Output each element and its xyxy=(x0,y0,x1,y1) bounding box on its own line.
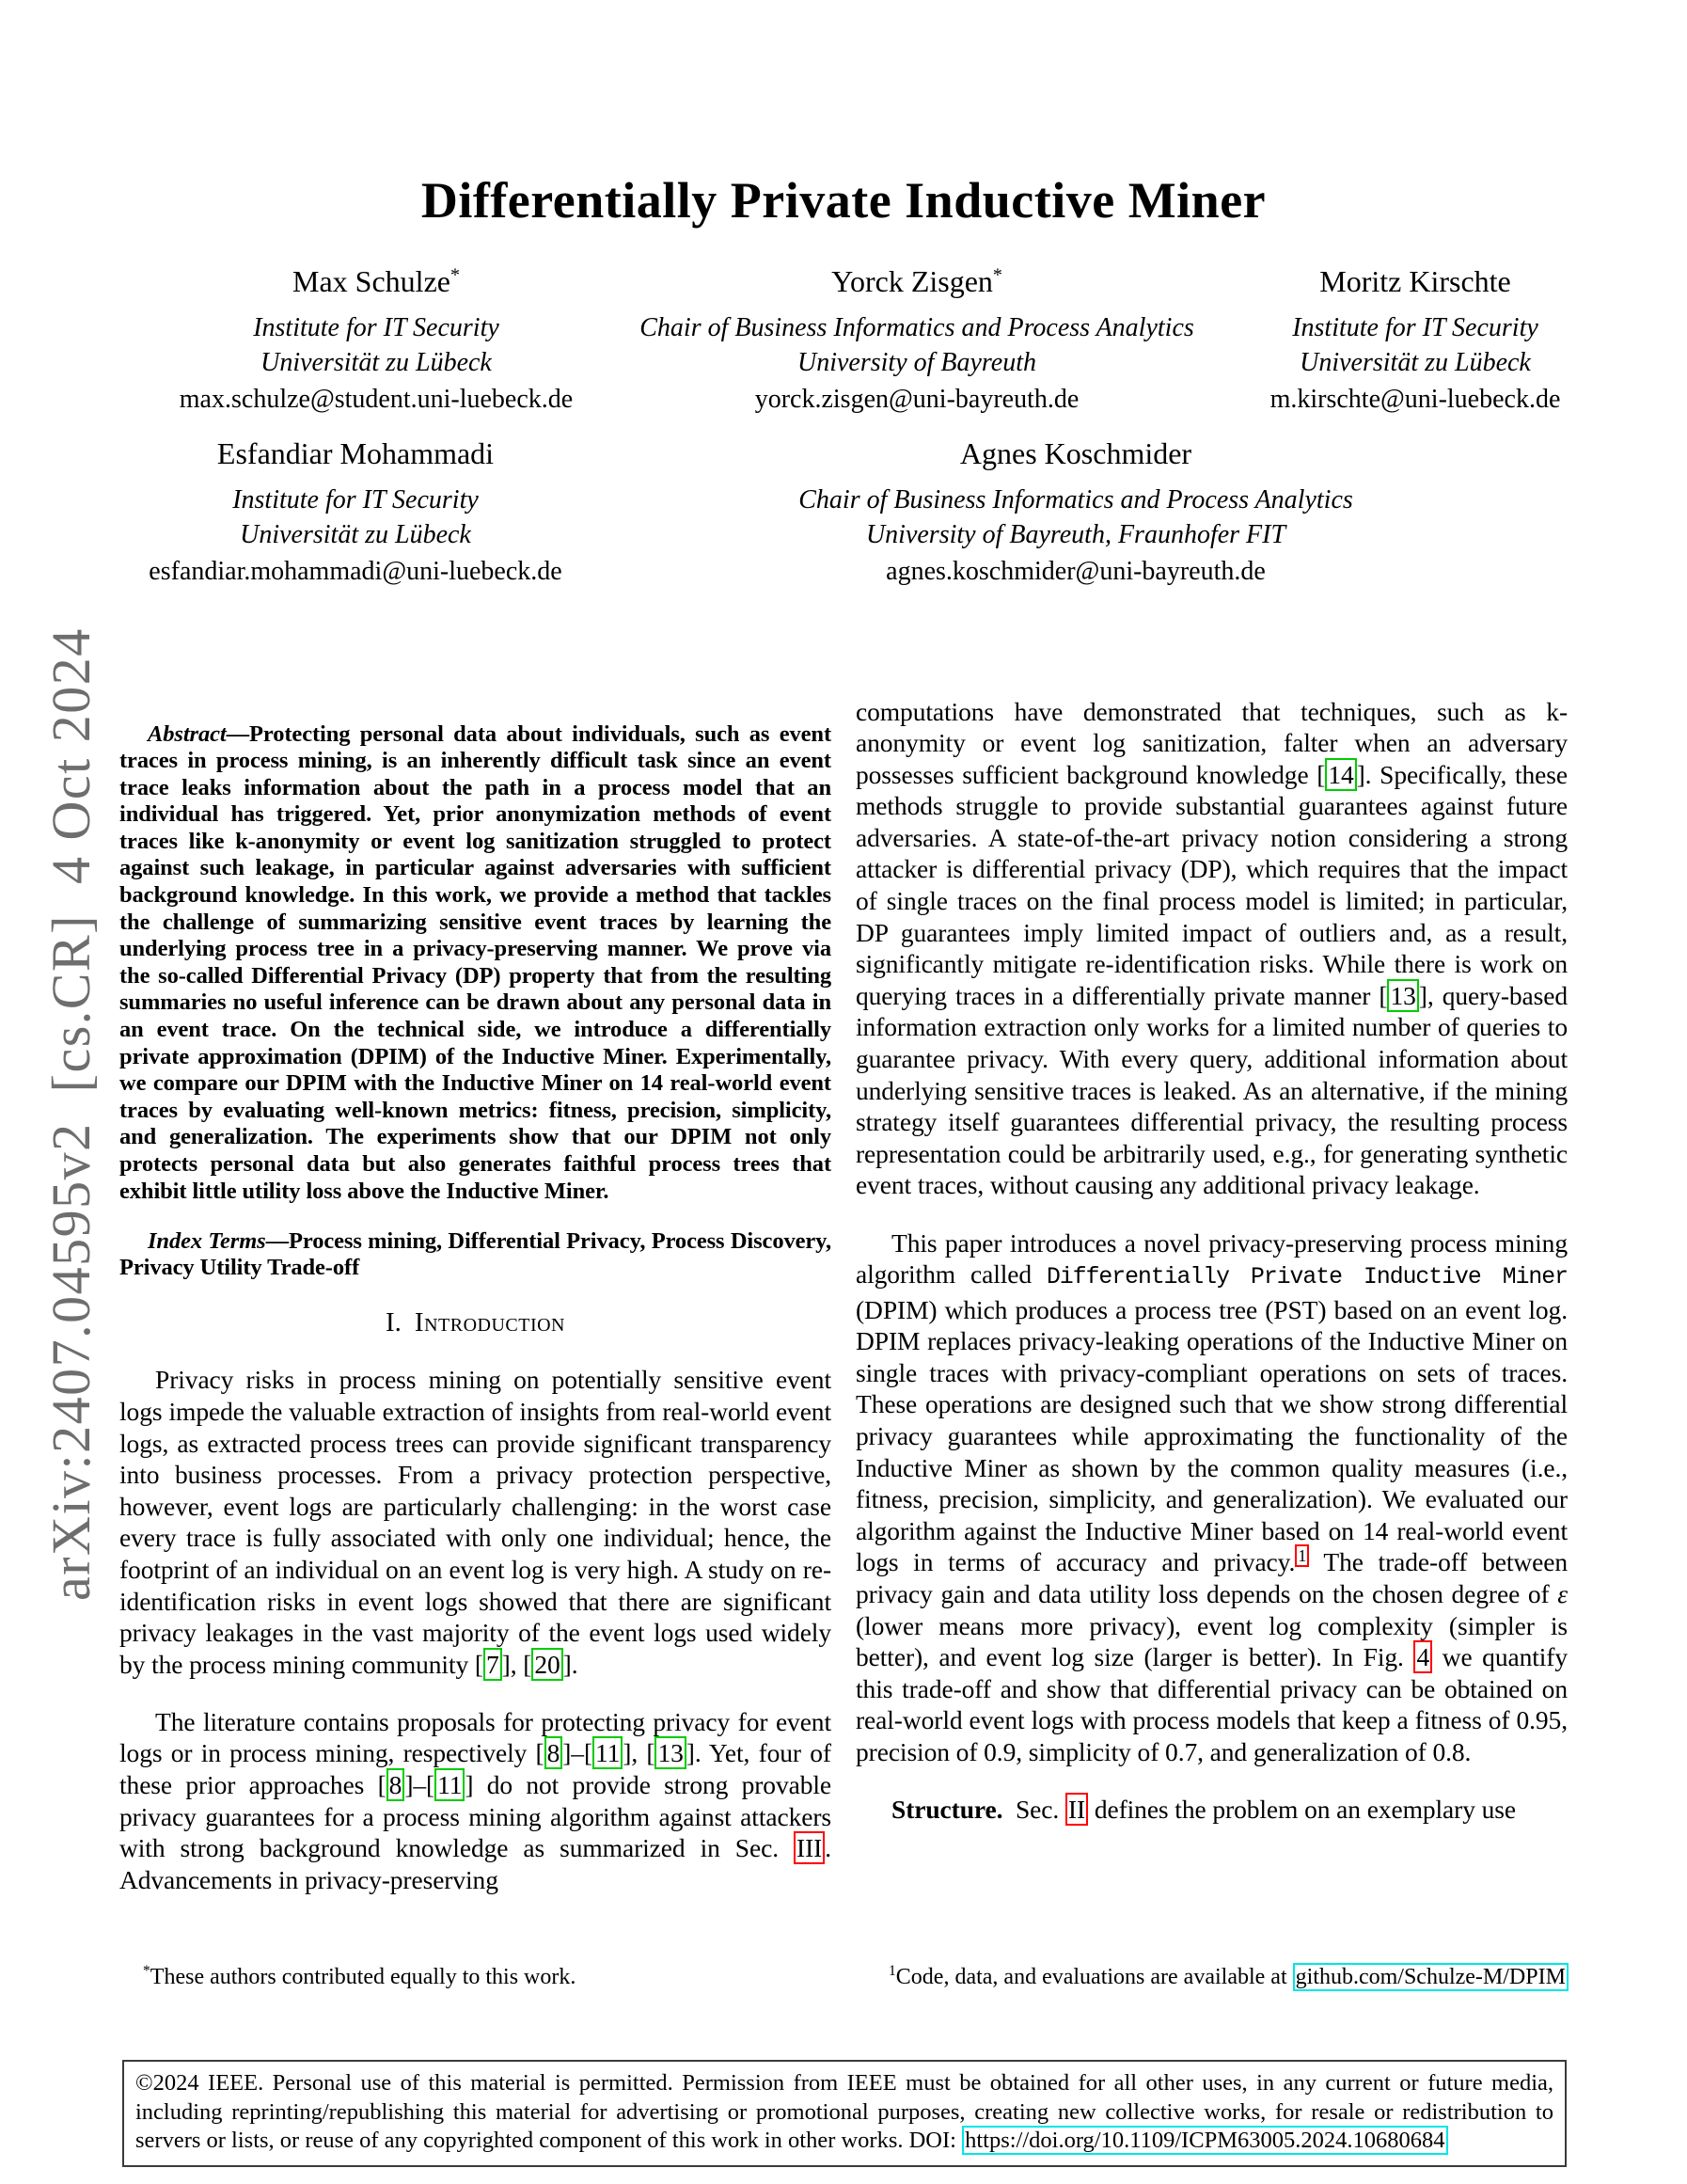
section-ref-link[interactable]: III xyxy=(794,1831,825,1864)
author-affiliation: University of Bayreuth xyxy=(796,348,1036,377)
author-email: agnes.koschmider@uni-bayreuth.de xyxy=(886,557,1266,586)
section-title: Introduction xyxy=(414,1306,565,1337)
author-affiliation: Universität zu Lübeck xyxy=(240,520,471,549)
author-name-text: Yorck Zisgen xyxy=(831,264,993,298)
author-name xyxy=(798,436,1353,471)
author-block xyxy=(149,436,561,589)
footnote-equal-contribution: *These authors contributed equally to this work. xyxy=(143,1963,576,1989)
structure-paragraph: Structure. Sec. II defines the problem on an exemplary use xyxy=(891,1795,1516,1825)
paragraph: The literature contains proposals for protecting privacy for event logs or in process mining, respectively [ 8 ]–[ 11 ], [ 13 ]. Yet, four of these prior approaches [ 8 ]–[ 11 ] do not provide strong provable privacy guarantees for a process mining algorithm against attackers with strong background knowledge as summarized in Sec. III . Advancements in privacy-preserving xyxy=(119,1706,831,1894)
footnote-ref-link[interactable]: 1 xyxy=(1295,1544,1309,1567)
citation-link[interactable]: 14 xyxy=(1325,758,1356,791)
paragraph: computations have demonstrated that techniques, such as k-anonymity or event log sanitization, falter when an adversary possesses sufficient background knowledge [ 14 ]. Specifically, these methods struggle to provide substantial guarantees against future adversaries. A state-of-the-art privacy notion considering a strong attacker is differential privacy (DP), which requires that the impact of single traces on the final process model is limited; in particular, DP guarantees imply limited impact of outliers and, as a result, significantly mitigate re-identification risks. While there is work on querying traces in a differentially private manner [ 13 ], query-based information extraction only works for a limited number of queries to guarantee privacy. With every query, additional information about underlying sensitive traces is leaked. As an alternative, if the mining strategy itself guarantees differential privacy, the resulting process representation could be arbitrarily used, e.g., for generating synthetic event traces, without causing any additional privacy leakage. xyxy=(856,696,1568,1200)
citation-link[interactable]: 8 xyxy=(386,1768,405,1801)
citation-link[interactable]: 11 xyxy=(434,1768,465,1801)
author-name xyxy=(180,264,573,299)
abstract-label: Abstract xyxy=(148,720,227,747)
footnote-ref xyxy=(1295,1544,1309,1567)
author-email: max.schulze@student.uni-luebeck.de xyxy=(179,385,574,414)
page-title: Differentially Private Inductive Miner xyxy=(420,172,1267,229)
index-terms-text: —Process mining, Differential Privacy, Process Discovery, Privacy Utility Trade-off xyxy=(119,1227,831,1281)
arxiv-watermark: arXiv:2407.04595v2 [cs.CR] 4 Oct 2024 xyxy=(40,627,102,1601)
citation-link[interactable]: 13 xyxy=(654,1736,686,1769)
author-name-text: Esfandiar Mohammadi xyxy=(216,436,495,470)
citation-link[interactable]: 8 xyxy=(544,1736,563,1769)
author-affiliation: Chair of Business Informatics and Process Analytics xyxy=(639,313,1194,342)
author-affiliation: Institute for IT Security xyxy=(232,485,479,514)
author-block xyxy=(798,436,1353,589)
author-affiliation: Institute for IT Security xyxy=(1292,313,1538,342)
author-name xyxy=(149,436,561,471)
footnote-code-availability: $^1$Code, data, and evaluations are available at github.com/Schulze-M/DPIM xyxy=(889,1964,1575,1991)
index-terms-label: Index Terms xyxy=(148,1227,266,1254)
bold-run-in-label: Structure. xyxy=(891,1795,1003,1825)
article-body xyxy=(119,670,1568,1956)
author-affiliation: Chair of Business Informatics and Process Analytics xyxy=(798,485,1353,514)
url-link[interactable]: https://doi.org/10.1109/ICPM63005.2024.10680684 xyxy=(962,2126,1447,2155)
author-name-text: Max Schulze xyxy=(292,264,450,298)
inline-code-text: Differentially Private Inductive Miner xyxy=(1047,1264,1568,1291)
abstract xyxy=(119,721,831,1206)
copyright-notice: ©2024 IEEE. Personal use of this material is permitted. Permission from IEEE must be obtained for all other uses, in any current or future media, including reprinting/republishing this material for advertising or promotional purposes, creating new collective works, for resale or redistribution to servers or lists, or reuse of any copyrighted component of this work in other works. DOI: https://doi.org/10.1109/ICPM63005.2024.10680684 xyxy=(122,2060,1567,2167)
paragraph: Privacy risks in process mining on potentially sensitive event logs impede the valuable extraction of insights from real-world event logs, as extracted process trees can provide significant transparency into business processes. From a privacy protection perspective, however, event logs are particularly challenging: in the worst case every trace is fully associated with only one individual; hence, the footprint of an individual on an event log is very high. A study on re-identification risks in event logs showed that there are significant privacy leakages in the vast majority of the event logs used widely by the process mining community [ 7 ], [ 20 ]. xyxy=(119,1365,831,1679)
citation-link[interactable]: 20 xyxy=(531,1648,562,1681)
left-column xyxy=(119,670,831,1956)
author-block xyxy=(639,264,1194,417)
right-column xyxy=(856,670,1568,1956)
author-name xyxy=(1270,264,1561,299)
paragraph: This paper introduces a novel privacy-preserving process mining algorithm called Differentially Private Inductive Miner (DPIM) which produces a process tree (PST) based on an event log. DPIM replaces privacy-leaking operations of the Inductive Miner on single traces with privacy-compliant operations on sets of traces. These operations are designed such that we show strong differential privacy guarantees while approximating the functionality of the Inductive Miner as shown by the common quality measures (i.e., fitness, precision, simplicity, and generalization). We evaluated our algorithm against the Inductive Miner based on 14 real-world event logs in terms of accuracy and privacy. $^1$ The trade-off between privacy gain and data utility loss depends on the chosen degree of ε (lower means more privacy), event log complexity (simpler is better), and event log size (larger is better). In Fig. 4 we quantify this trade-off and show that differential privacy can be obtained on real-world event logs with process models that keep a fitness of 0.95, precision of 0.9, simplicity of 0.7, and generalization of 0.8. xyxy=(856,1227,1568,1766)
author-email: esfandiar.mohammadi@uni-luebeck.de xyxy=(149,557,562,586)
author-affiliation: Universität zu Lübeck xyxy=(1300,348,1531,377)
footnote-marker: 1 xyxy=(889,1963,896,1979)
citation-link[interactable]: 7 xyxy=(483,1648,502,1681)
author-email: m.kirschte@uni-luebeck.de xyxy=(1269,385,1561,414)
author-block xyxy=(180,264,573,417)
author-name xyxy=(639,264,1194,299)
citation-link[interactable]: 11 xyxy=(592,1736,623,1769)
author-block xyxy=(1270,264,1561,417)
author-affiliation: University of Bayreuth, Fraunhofer FIT xyxy=(865,520,1286,549)
author-email: yorck.zisgen@uni-bayreuth.de xyxy=(754,385,1080,414)
author-affiliation: Institute for IT Security xyxy=(253,313,499,342)
author-affiliation: Universität zu Lübeck xyxy=(260,348,492,377)
url-link[interactable]: github.com/Schulze-M/DPIM xyxy=(1293,1963,1569,1991)
abstract-text: —Protecting personal data about individuals, such as event traces in process mining, is an inherently difficult task since an event trace leaks information about the path in a process model that an individual has triggered. Yet, prior anonymization methods of event traces like k-anonymity or event log sanitization struggled to protect against such leakage, in particular against adversaries with sufficient background knowledge. In this work, we provide a method that tackles the challenge of summarizing sensitive event traces by learning the underlying process tree in a privacy-preserving manner. We prove via the so-called Differential Privacy (DP) property that from the resulting summaries no useful inference can be drawn about any personal data in an event trace. On the technical side, we introduce a differentially private approximation (DPIM) of the Inductive Miner. Experimentally, we compare our DPIM with the Inductive Miner on 14 real-world event traces by evaluating well-known metrics: fitness, precision, simplicity, and generalization. The experiments show that our DPIM not only protects personal data but also generates faithful process trees that exhibit little utility loss above the Inductive Miner. xyxy=(119,720,831,1204)
section-heading-introduction xyxy=(119,1307,831,1338)
section-number: I. xyxy=(385,1306,402,1337)
citation-link[interactable]: 13 xyxy=(1387,979,1418,1012)
section-ref-link[interactable]: II xyxy=(1065,1793,1088,1826)
equal-contribution-mark: * xyxy=(449,264,460,286)
footnote-marker: * xyxy=(143,1963,150,1979)
author-name-text: Agnes Koschmider xyxy=(959,436,1192,470)
math-symbol: ε xyxy=(1557,1579,1568,1609)
author-name-text: Moritz Kirschte xyxy=(1319,264,1511,298)
index-terms xyxy=(119,1228,831,1282)
section-ref-link[interactable]: 4 xyxy=(1413,1640,1432,1673)
equal-contribution-mark: * xyxy=(992,264,1002,286)
